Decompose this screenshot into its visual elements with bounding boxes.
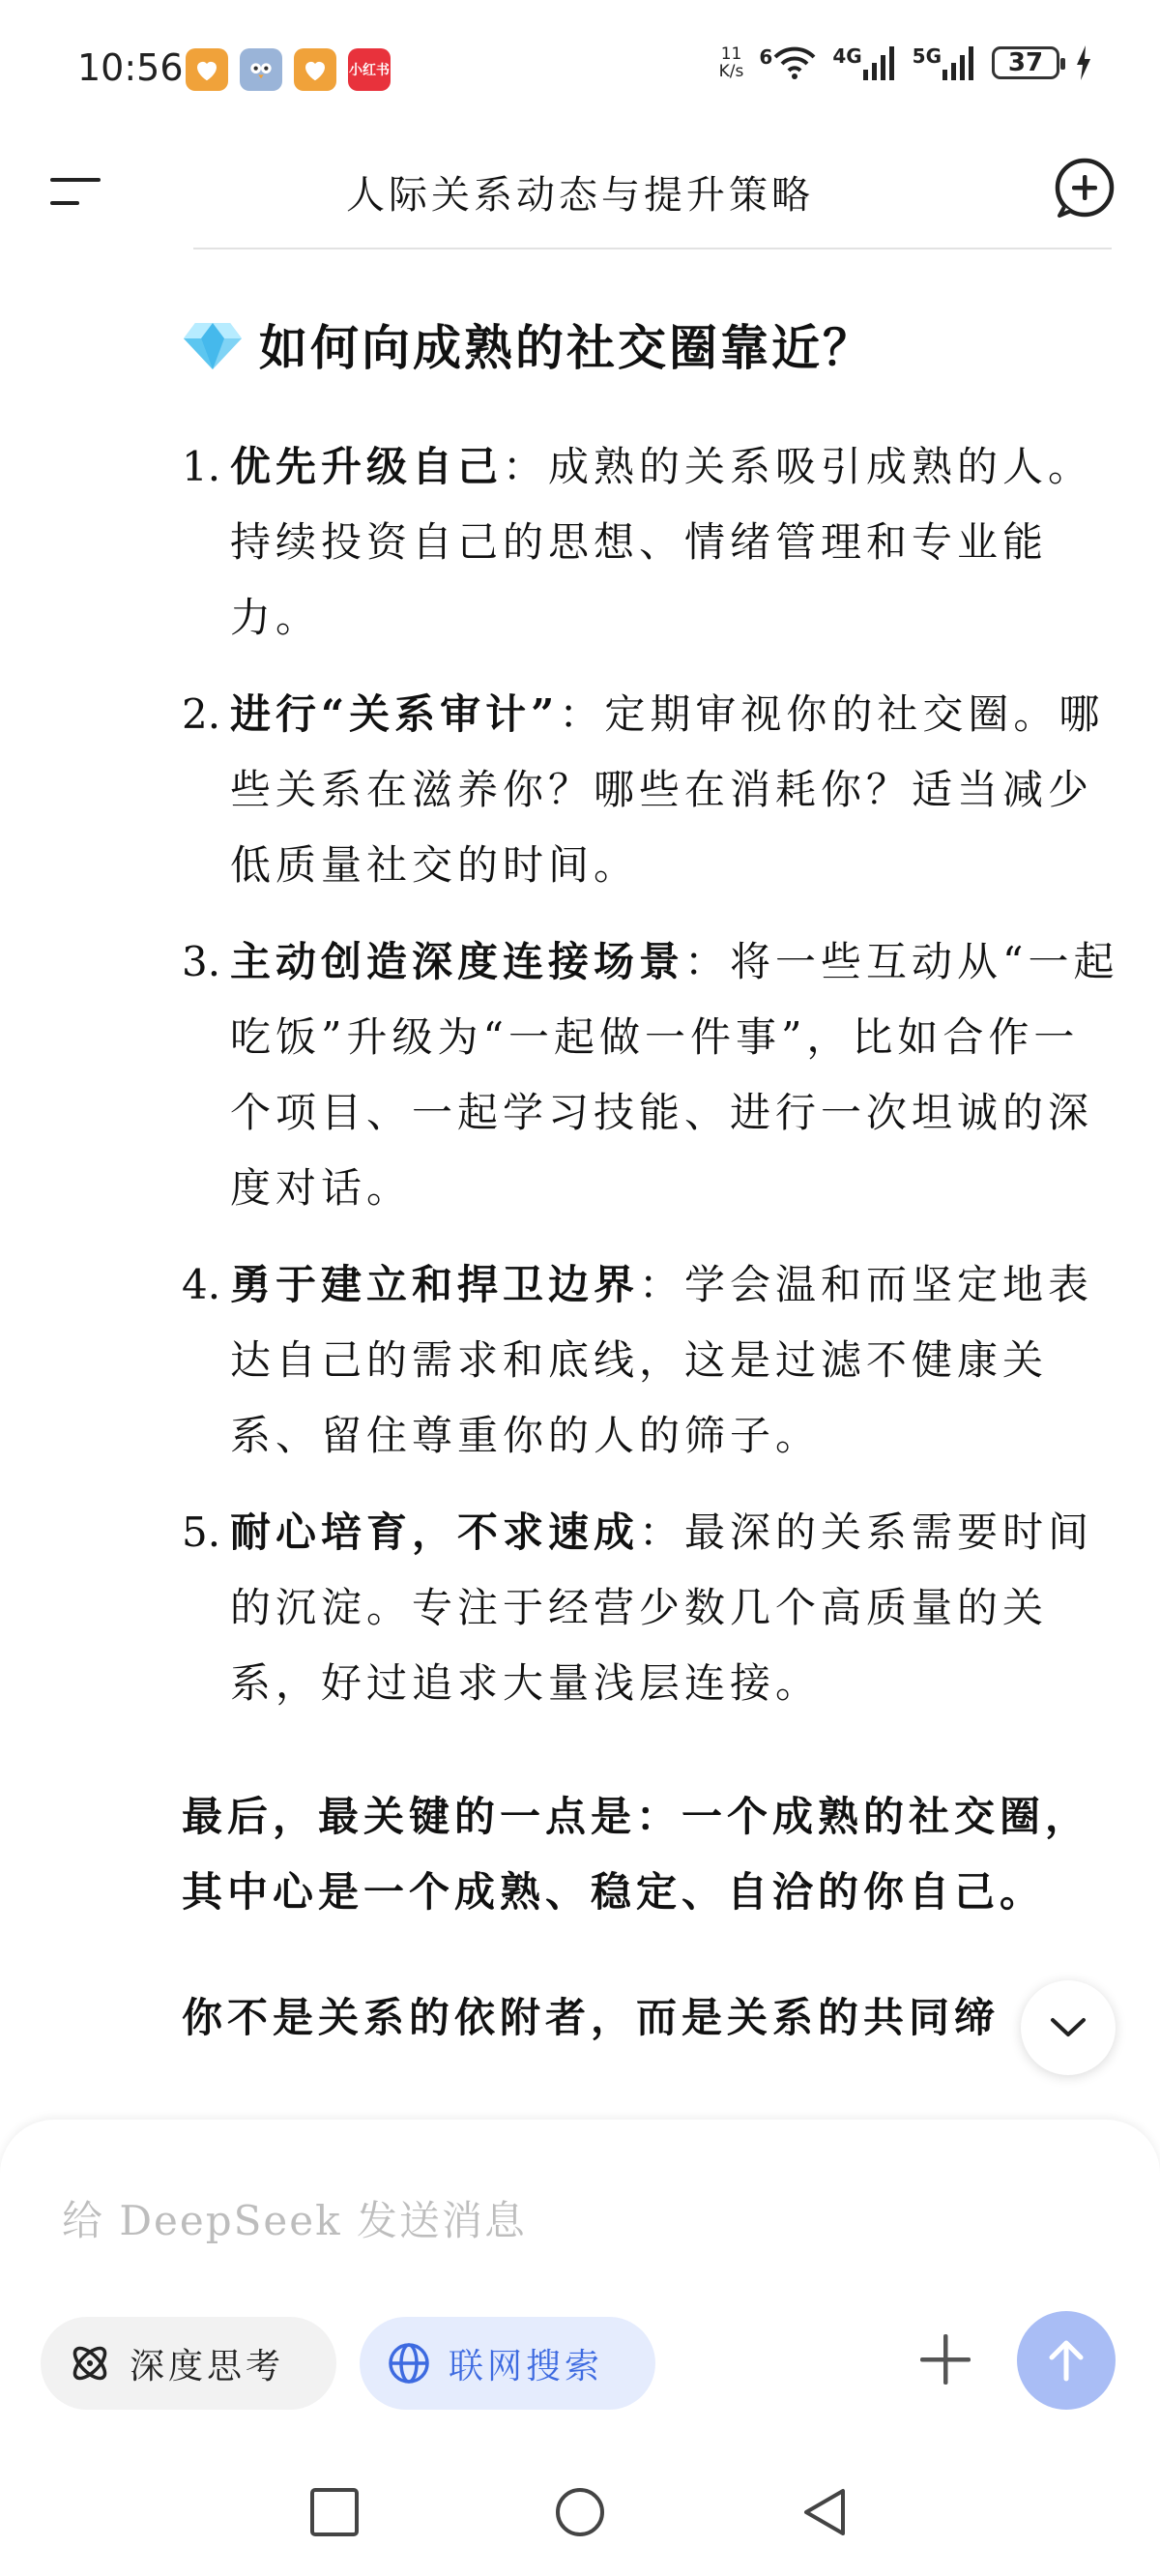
section-heading [182, 309, 1119, 379]
wifi-label: 6 [759, 45, 773, 69]
list-item [182, 1247, 1119, 1474]
status-time: 10:56 [77, 46, 184, 89]
list-item [182, 429, 1119, 656]
list-item-title: 主动创造深度连接场景 [230, 938, 685, 985]
send-button[interactable] [1017, 2311, 1116, 2410]
tips-list [182, 429, 1119, 1721]
section-heading-text: 如何向成熟的社交圈靠近？ [259, 319, 874, 376]
signal-4g-icon [832, 44, 896, 81]
list-item-body: ：成熟的关系吸引成熟的人。持续投资自己的思想、情绪管理和专业能力。 [230, 443, 1094, 641]
wifi-icon [759, 45, 817, 80]
list-item [182, 924, 1119, 1226]
list-item-number: 5. [182, 1508, 221, 1556]
charging-icon [1075, 44, 1092, 81]
list-item-title: 进行“关系审计” [230, 690, 560, 738]
message-content [182, 290, 1119, 2044]
list-item-title: 耐心培育，不求速成 [230, 1508, 640, 1556]
list-item-body: ：学会温和而坚定地表达自己的需求和底线，这是过滤不健康关系、留住尊重你的人的筛子。 [230, 1261, 1094, 1459]
web-search-toggle[interactable] [360, 2317, 655, 2410]
owl-app-icon [240, 48, 282, 91]
signal-5g-label: 5G [912, 44, 942, 68]
heart-app-icon [294, 48, 336, 91]
chevron-down-icon [1049, 2016, 1088, 2039]
signal-4g-label: 4G [832, 44, 862, 68]
list-item-body: ：定期审视你的社交圈。哪些关系在滋养你？哪些在消耗你？适当减少低质量社交的时间。 [230, 690, 1105, 889]
battery-icon [992, 46, 1059, 79]
home-button[interactable] [553, 2485, 607, 2539]
globe-icon [387, 2341, 431, 2386]
network-speed [719, 45, 744, 80]
deep-think-label: 深度思考 [130, 2346, 285, 2386]
status-bar [0, 0, 1160, 135]
scroll-to-bottom-button[interactable] [1021, 1980, 1116, 2075]
back-button[interactable] [798, 2485, 853, 2539]
deep-think-icon [68, 2341, 112, 2386]
battery-level: 37 [1007, 48, 1044, 77]
arrow-up-icon [1042, 2336, 1090, 2385]
list-item-number: 2. [182, 690, 221, 738]
page-title: 人际关系动态与提升策略 [346, 173, 814, 218]
recent-apps-button[interactable] [307, 2485, 362, 2539]
list-item-title: 优先升级自己 [230, 443, 504, 490]
xiaohongshu-app-icon: 小红书 [348, 48, 391, 91]
network-speed-unit: K/s [718, 62, 744, 81]
signal-5g-icon [913, 44, 976, 81]
network-speed-value: 11 [720, 44, 742, 64]
list-item-title: 勇于建立和捍卫边界 [230, 1261, 640, 1308]
app-header [0, 135, 1160, 249]
web-search-label: 联网搜索 [449, 2346, 604, 2386]
notification-icons [186, 48, 391, 91]
list-item-number: 4. [182, 1261, 221, 1308]
new-chat-icon[interactable] [1052, 155, 1117, 220]
list-item [182, 677, 1119, 903]
add-attachment-button[interactable] [914, 2328, 976, 2390]
message-input[interactable] [62, 2197, 1029, 2244]
system-navigation-bar [0, 2456, 1160, 2576]
status-indicators [719, 44, 1092, 81]
header-divider [193, 248, 1112, 249]
gem-icon [182, 313, 244, 375]
cut-off-paragraph: 你不是关系的依附者，而是关系的共同缔 [182, 1994, 1000, 2041]
closing-paragraph: 最后，最关键的一点是：一个成熟的社交圈，其中心是一个成熟、稳定、自洽的你自己。 [182, 1793, 1091, 1916]
list-item-body: ：最深的关系需要时间的沉淀。专注于经营少数几个高质量的关系，好过追求大量浅层连接。 [230, 1508, 1094, 1707]
deep-think-toggle[interactable] [41, 2317, 336, 2410]
list-item-number: 1. [182, 443, 221, 490]
heart-app-icon [186, 48, 228, 91]
list-item [182, 1495, 1119, 1721]
list-item-body: ：将一些互动从“一起吃饭”升级为“一起做一件事”，比如合作一个项目、一起学习技能、进行一次坦诚的深度对话。 [230, 938, 1119, 1212]
list-item-number: 3. [182, 938, 221, 985]
